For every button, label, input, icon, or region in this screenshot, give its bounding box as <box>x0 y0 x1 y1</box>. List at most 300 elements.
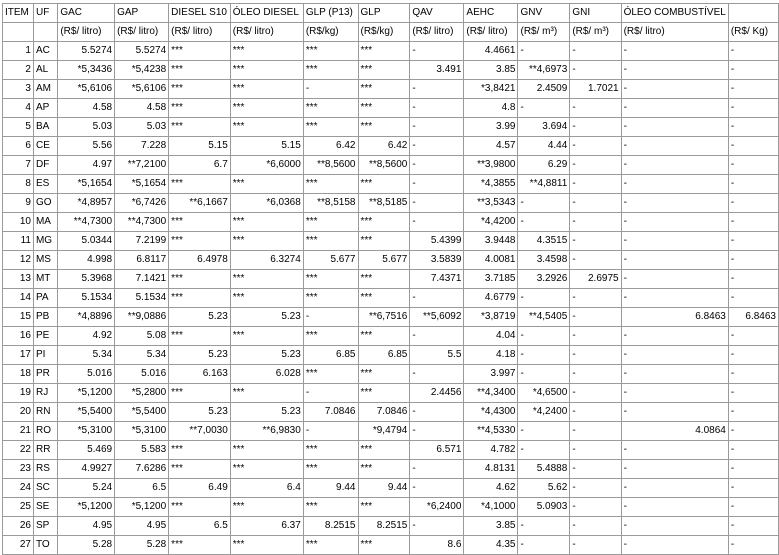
cell-gni: - <box>570 175 621 194</box>
cell-glp-p13: *** <box>303 327 358 346</box>
cell-gap: *5,2800 <box>115 384 169 403</box>
cell-oleo-combustivel-litro: - <box>621 327 728 346</box>
cell-diesel-s10: *** <box>169 441 231 460</box>
cell-oleo-combustivel-kg: - <box>728 213 778 232</box>
cell-diesel-s10: *** <box>169 232 231 251</box>
cell-oleo-diesel: 5.23 <box>230 403 303 422</box>
cell-gap: 5.34 <box>115 346 169 365</box>
cell-gni: - <box>570 289 621 308</box>
cell-glp-p13: *** <box>303 213 358 232</box>
cell-oleo-combustivel-litro: - <box>621 365 728 384</box>
cell-glp: 6.42 <box>358 137 410 156</box>
cell-uf: PR <box>33 365 57 384</box>
cell-aehc: 3.85 <box>464 61 518 80</box>
cell-gni: - <box>570 232 621 251</box>
cell-qav: - <box>410 460 464 479</box>
cell-gap: 5.5274 <box>115 42 169 61</box>
cell-gnv: 4.44 <box>518 137 570 156</box>
cell-glp-p13: *** <box>303 61 358 80</box>
cell-gap: 7.2199 <box>115 232 169 251</box>
cell-gnv: 5.0903 <box>518 498 570 517</box>
cell-gap: 5.583 <box>115 441 169 460</box>
cell-diesel-s10: 5.15 <box>169 137 231 156</box>
cell-oleo-combustivel-litro: - <box>621 270 728 289</box>
cell-qav: - <box>410 213 464 232</box>
cell-gap: **9,0886 <box>115 308 169 327</box>
table-row <box>3 479 779 498</box>
cell-item: 14 <box>3 289 34 308</box>
cell-item: 19 <box>3 384 34 403</box>
cell-diesel-s10: *** <box>169 289 231 308</box>
cell-oleo-diesel: (R$/ litro) <box>230 23 303 42</box>
cell-qav: 2.4456 <box>410 384 464 403</box>
cell-gni: - <box>570 137 621 156</box>
table-row <box>3 384 779 403</box>
cell-aehc: 4.4661 <box>464 42 518 61</box>
cell-glp-p13: - <box>303 80 358 99</box>
cell-item: 10 <box>3 213 34 232</box>
cell-oleo-diesel: *6,0368 <box>230 194 303 213</box>
cell-gac: 5.5274 <box>58 42 115 61</box>
cell-oleo-combustivel-kg: - <box>728 80 778 99</box>
cell-glp: GLP <box>358 4 410 23</box>
cell-gni: - <box>570 156 621 175</box>
cell-glp-p13: *** <box>303 498 358 517</box>
cell-gac: *4,8957 <box>58 194 115 213</box>
cell-glp-p13: *** <box>303 365 358 384</box>
cell-diesel-s10: *** <box>169 498 231 517</box>
cell-oleo-diesel: 5.23 <box>230 346 303 365</box>
cell-uf: PI <box>33 346 57 365</box>
cell-aehc: 3.85 <box>464 517 518 536</box>
cell-oleo-diesel: *** <box>230 270 303 289</box>
cell-oleo-combustivel-kg: - <box>728 289 778 308</box>
cell-gnv: **4,5405 <box>518 308 570 327</box>
cell-aehc: 4.0081 <box>464 251 518 270</box>
cell-aehc: AEHC <box>464 4 518 23</box>
cell-aehc: 4.35 <box>464 536 518 555</box>
cell-glp: *** <box>358 460 410 479</box>
cell-diesel-s10: 5.23 <box>169 403 231 422</box>
cell-oleo-combustivel-kg: - <box>728 536 778 555</box>
cell-oleo-combustivel-kg: - <box>728 327 778 346</box>
cell-item: 20 <box>3 403 34 422</box>
cell-oleo-combustivel-kg: - <box>728 517 778 536</box>
cell-qav: 5.5 <box>410 346 464 365</box>
cell-oleo-combustivel-kg: - <box>728 460 778 479</box>
cell-item: 4 <box>3 99 34 118</box>
cell-gnv: 3.694 <box>518 118 570 137</box>
cell-oleo-diesel: 5.15 <box>230 137 303 156</box>
cell-glp-p13: GLP (P13) <box>303 4 358 23</box>
cell-gac: 4.92 <box>58 327 115 346</box>
cell-gac: *5,6106 <box>58 80 115 99</box>
cell-oleo-combustivel-litro: - <box>621 213 728 232</box>
cell-diesel-s10: *** <box>169 80 231 99</box>
cell-oleo-combustivel-kg: - <box>728 498 778 517</box>
cell-qav: 3.491 <box>410 61 464 80</box>
cell-glp: *** <box>358 61 410 80</box>
cell-qav: - <box>410 137 464 156</box>
units-row <box>3 23 779 42</box>
cell-oleo-diesel: *** <box>230 327 303 346</box>
cell-diesel-s10: 6.4978 <box>169 251 231 270</box>
cell-item: 22 <box>3 441 34 460</box>
cell-uf: RR <box>33 441 57 460</box>
cell-qav: 8.6 <box>410 536 464 555</box>
cell-glp: *** <box>358 536 410 555</box>
cell-glp: *** <box>358 441 410 460</box>
cell-gni: - <box>570 99 621 118</box>
cell-diesel-s10: 6.49 <box>169 479 231 498</box>
cell-gap: *6,7426 <box>115 194 169 213</box>
cell-uf: MS <box>33 251 57 270</box>
cell-uf: GO <box>33 194 57 213</box>
cell-qav: - <box>410 80 464 99</box>
cell-gni: - <box>570 479 621 498</box>
cell-gnv: **4,8811 <box>518 175 570 194</box>
cell-oleo-diesel: *** <box>230 536 303 555</box>
cell-oleo-diesel: *** <box>230 61 303 80</box>
table-row <box>3 289 779 308</box>
cell-diesel-s10: **7,0030 <box>169 422 231 441</box>
cell-gac: *5,1200 <box>58 498 115 517</box>
table-row <box>3 194 779 213</box>
cell-diesel-s10: 5.23 <box>169 346 231 365</box>
cell-uf: UF <box>33 4 57 23</box>
cell-qav: - <box>410 289 464 308</box>
cell-oleo-diesel: ÓLEO DIESEL <box>230 4 303 23</box>
cell-glp: **8,5185 <box>358 194 410 213</box>
cell-uf: MT <box>33 270 57 289</box>
cell-oleo-combustivel-litro: - <box>621 346 728 365</box>
cell-gac: 5.28 <box>58 536 115 555</box>
cell-oleo-combustivel-kg: - <box>728 156 778 175</box>
cell-uf: RS <box>33 460 57 479</box>
cell-item <box>3 23 34 42</box>
cell-gac: 5.1534 <box>58 289 115 308</box>
cell-gap: *5,1654 <box>115 175 169 194</box>
cell-item: 5 <box>3 118 34 137</box>
cell-glp-p13: - <box>303 308 358 327</box>
cell-oleo-combustivel-kg: - <box>728 99 778 118</box>
cell-qav: QAV <box>410 4 464 23</box>
cell-item: 23 <box>3 460 34 479</box>
cell-gap: 5.1534 <box>115 289 169 308</box>
cell-item: 9 <box>3 194 34 213</box>
cell-glp: *** <box>358 232 410 251</box>
cell-aehc: *3,8719 <box>464 308 518 327</box>
table-row <box>3 460 779 479</box>
cell-gap: 5.28 <box>115 536 169 555</box>
cell-aehc: *4,4200 <box>464 213 518 232</box>
cell-aehc: 4.6779 <box>464 289 518 308</box>
cell-uf: MG <box>33 232 57 251</box>
cell-oleo-combustivel-litro: - <box>621 156 728 175</box>
cell-qav: - <box>410 99 464 118</box>
cell-oleo-combustivel-litro: - <box>621 479 728 498</box>
cell-oleo-combustivel-litro: - <box>621 137 728 156</box>
cell-oleo-combustivel-litro: 6.8463 <box>621 308 728 327</box>
cell-item: 24 <box>3 479 34 498</box>
cell-diesel-s10: *** <box>169 42 231 61</box>
cell-gap: *5,5400 <box>115 403 169 422</box>
cell-oleo-combustivel-kg: - <box>728 365 778 384</box>
cell-diesel-s10: *** <box>169 327 231 346</box>
cell-gnv: 5.62 <box>518 479 570 498</box>
table-row <box>3 232 779 251</box>
cell-diesel-s10: *** <box>169 460 231 479</box>
cell-oleo-combustivel-kg: - <box>728 422 778 441</box>
cell-item: 16 <box>3 327 34 346</box>
cell-gni: 1.7021 <box>570 80 621 99</box>
cell-gac: 4.97 <box>58 156 115 175</box>
cell-gnv: 5.4888 <box>518 460 570 479</box>
cell-gnv: - <box>518 213 570 232</box>
cell-oleo-combustivel-litro: - <box>621 194 728 213</box>
cell-gni: - <box>570 118 621 137</box>
cell-gac: 5.03 <box>58 118 115 137</box>
cell-oleo-combustivel-kg: (R$/ Kg) <box>728 23 778 42</box>
cell-gnv: - <box>518 365 570 384</box>
cell-qav: - <box>410 365 464 384</box>
cell-gap: 5.08 <box>115 327 169 346</box>
cell-uf: PB <box>33 308 57 327</box>
cell-item: 12 <box>3 251 34 270</box>
cell-aehc: 3.9448 <box>464 232 518 251</box>
cell-gnv: - <box>518 536 570 555</box>
cell-glp: *** <box>358 175 410 194</box>
cell-gni: - <box>570 308 621 327</box>
cell-qav: **5,6092 <box>410 308 464 327</box>
cell-oleo-diesel: *** <box>230 213 303 232</box>
cell-item: 8 <box>3 175 34 194</box>
cell-aehc: **4,3400 <box>464 384 518 403</box>
cell-aehc: 3.99 <box>464 118 518 137</box>
cell-diesel-s10: **6,1667 <box>169 194 231 213</box>
cell-gni: - <box>570 42 621 61</box>
cell-oleo-diesel: *** <box>230 232 303 251</box>
cell-glp: *** <box>358 384 410 403</box>
cell-oleo-combustivel-kg: - <box>728 61 778 80</box>
cell-oleo-combustivel-kg: - <box>728 175 778 194</box>
cell-gni: - <box>570 194 621 213</box>
cell-gap: GAP <box>115 4 169 23</box>
cell-oleo-combustivel-litro: - <box>621 289 728 308</box>
cell-gac: 4.95 <box>58 517 115 536</box>
cell-oleo-diesel: 6.3274 <box>230 251 303 270</box>
cell-item: 18 <box>3 365 34 384</box>
cell-gap: *5,6106 <box>115 80 169 99</box>
cell-glp-p13: *** <box>303 536 358 555</box>
cell-gac: 5.0344 <box>58 232 115 251</box>
cell-glp: **8,5600 <box>358 156 410 175</box>
cell-oleo-combustivel-litro: - <box>621 42 728 61</box>
cell-gni: 2.6975 <box>570 270 621 289</box>
cell-gni: - <box>570 422 621 441</box>
cell-glp-p13: 9.44 <box>303 479 358 498</box>
cell-gap: 4.95 <box>115 517 169 536</box>
cell-glp-p13: *** <box>303 99 358 118</box>
cell-oleo-diesel: *** <box>230 460 303 479</box>
cell-gac: 5.3968 <box>58 270 115 289</box>
cell-gnv: 6.29 <box>518 156 570 175</box>
cell-glp: (R$/kg) <box>358 23 410 42</box>
cell-oleo-combustivel-kg: - <box>728 403 778 422</box>
cell-gnv: - <box>518 327 570 346</box>
table-row <box>3 422 779 441</box>
cell-oleo-diesel: 6.028 <box>230 365 303 384</box>
cell-glp: *** <box>358 213 410 232</box>
cell-glp-p13: - <box>303 384 358 403</box>
cell-gac: *5,3100 <box>58 422 115 441</box>
cell-gac: 5.56 <box>58 137 115 156</box>
cell-oleo-combustivel-kg: - <box>728 232 778 251</box>
cell-gni: - <box>570 498 621 517</box>
cell-oleo-combustivel-litro: - <box>621 536 728 555</box>
cell-diesel-s10: *** <box>169 536 231 555</box>
cell-glp: *** <box>358 118 410 137</box>
cell-glp: 8.2515 <box>358 517 410 536</box>
cell-glp: **6,7516 <box>358 308 410 327</box>
cell-glp-p13: *** <box>303 270 358 289</box>
cell-gnv: 2.4509 <box>518 80 570 99</box>
cell-aehc: 3.997 <box>464 365 518 384</box>
cell-gap: 7.228 <box>115 137 169 156</box>
cell-aehc: 4.18 <box>464 346 518 365</box>
cell-aehc: 4.8 <box>464 99 518 118</box>
cell-uf: RJ <box>33 384 57 403</box>
cell-glp-p13: (R$/kg) <box>303 23 358 42</box>
table-row <box>3 99 779 118</box>
cell-glp: *** <box>358 42 410 61</box>
cell-glp: *** <box>358 270 410 289</box>
cell-gac: *5,3436 <box>58 61 115 80</box>
cell-gnv: - <box>518 346 570 365</box>
cell-gap: 7.6286 <box>115 460 169 479</box>
cell-oleo-combustivel-litro: - <box>621 175 728 194</box>
table-row <box>3 498 779 517</box>
cell-oleo-diesel: *** <box>230 384 303 403</box>
cell-glp: *** <box>358 327 410 346</box>
cell-glp-p13: - <box>303 422 358 441</box>
cell-oleo-combustivel-kg <box>728 4 778 23</box>
cell-glp-p13: 6.85 <box>303 346 358 365</box>
cell-glp: 7.0846 <box>358 403 410 422</box>
cell-glp: 5.677 <box>358 251 410 270</box>
table-row <box>3 346 779 365</box>
cell-glp-p13: *** <box>303 460 358 479</box>
cell-item: 1 <box>3 42 34 61</box>
cell-oleo-combustivel-kg: - <box>728 137 778 156</box>
cell-oleo-diesel: 6.37 <box>230 517 303 536</box>
cell-glp: *9,4794 <box>358 422 410 441</box>
cell-gnv: - <box>518 42 570 61</box>
cell-gnv: - <box>518 422 570 441</box>
cell-gnv: - <box>518 99 570 118</box>
cell-oleo-diesel: 5.23 <box>230 308 303 327</box>
table-row <box>3 156 779 175</box>
cell-qav: - <box>410 118 464 137</box>
cell-qav: 3.5839 <box>410 251 464 270</box>
cell-item: 3 <box>3 80 34 99</box>
cell-uf: PA <box>33 289 57 308</box>
table-row <box>3 365 779 384</box>
cell-qav: 7.4371 <box>410 270 464 289</box>
cell-gnv: 4.3515 <box>518 232 570 251</box>
cell-glp: *** <box>358 498 410 517</box>
cell-gni: - <box>570 517 621 536</box>
cell-oleo-combustivel-litro: - <box>621 498 728 517</box>
cell-glp-p13: 6.42 <box>303 137 358 156</box>
table-row <box>3 118 779 137</box>
cell-oleo-combustivel-litro: - <box>621 80 728 99</box>
cell-oleo-combustivel-kg: - <box>728 194 778 213</box>
cell-item: 11 <box>3 232 34 251</box>
cell-oleo-combustivel-litro: - <box>621 61 728 80</box>
cell-gnv: 3.4598 <box>518 251 570 270</box>
cell-oleo-combustivel-litro: - <box>621 517 728 536</box>
cell-oleo-diesel: *** <box>230 99 303 118</box>
cell-oleo-combustivel-litro: - <box>621 441 728 460</box>
cell-oleo-combustivel-kg: - <box>728 441 778 460</box>
cell-glp-p13: *** <box>303 42 358 61</box>
cell-qav: - <box>410 517 464 536</box>
cell-gac: **4,7300 <box>58 213 115 232</box>
cell-gnv: - <box>518 194 570 213</box>
cell-gni: - <box>570 536 621 555</box>
table-row <box>3 308 779 327</box>
cell-gni: - <box>570 213 621 232</box>
cell-item: 25 <box>3 498 34 517</box>
cell-aehc: 4.04 <box>464 327 518 346</box>
cell-aehc: *4,4300 <box>464 403 518 422</box>
cell-uf: SE <box>33 498 57 517</box>
cell-gni: - <box>570 384 621 403</box>
cell-gap: *5,1200 <box>115 498 169 517</box>
fuel-price-table <box>2 3 779 555</box>
cell-diesel-s10: *** <box>169 99 231 118</box>
table-row <box>3 42 779 61</box>
cell-oleo-diesel: *** <box>230 80 303 99</box>
cell-gnv: - <box>518 441 570 460</box>
cell-oleo-combustivel-litro: - <box>621 232 728 251</box>
cell-qav: *6,2400 <box>410 498 464 517</box>
table-row <box>3 270 779 289</box>
cell-gap: (R$/ litro) <box>115 23 169 42</box>
cell-oleo-combustivel-litro: - <box>621 99 728 118</box>
cell-aehc: **3,9800 <box>464 156 518 175</box>
table-row <box>3 175 779 194</box>
cell-gni: - <box>570 327 621 346</box>
cell-uf: SP <box>33 517 57 536</box>
cell-uf: ES <box>33 175 57 194</box>
cell-aehc: 4.62 <box>464 479 518 498</box>
cell-uf: DF <box>33 156 57 175</box>
cell-uf: AM <box>33 80 57 99</box>
cell-gnv: - <box>518 289 570 308</box>
cell-glp: *** <box>358 99 410 118</box>
cell-gac: *5,5400 <box>58 403 115 422</box>
cell-oleo-diesel: *** <box>230 175 303 194</box>
cell-diesel-s10: 6.163 <box>169 365 231 384</box>
cell-item: 15 <box>3 308 34 327</box>
cell-aehc: 3.7185 <box>464 270 518 289</box>
cell-oleo-combustivel-kg: - <box>728 118 778 137</box>
cell-uf: BA <box>33 118 57 137</box>
cell-diesel-s10: *** <box>169 175 231 194</box>
cell-gnv: 3.2926 <box>518 270 570 289</box>
